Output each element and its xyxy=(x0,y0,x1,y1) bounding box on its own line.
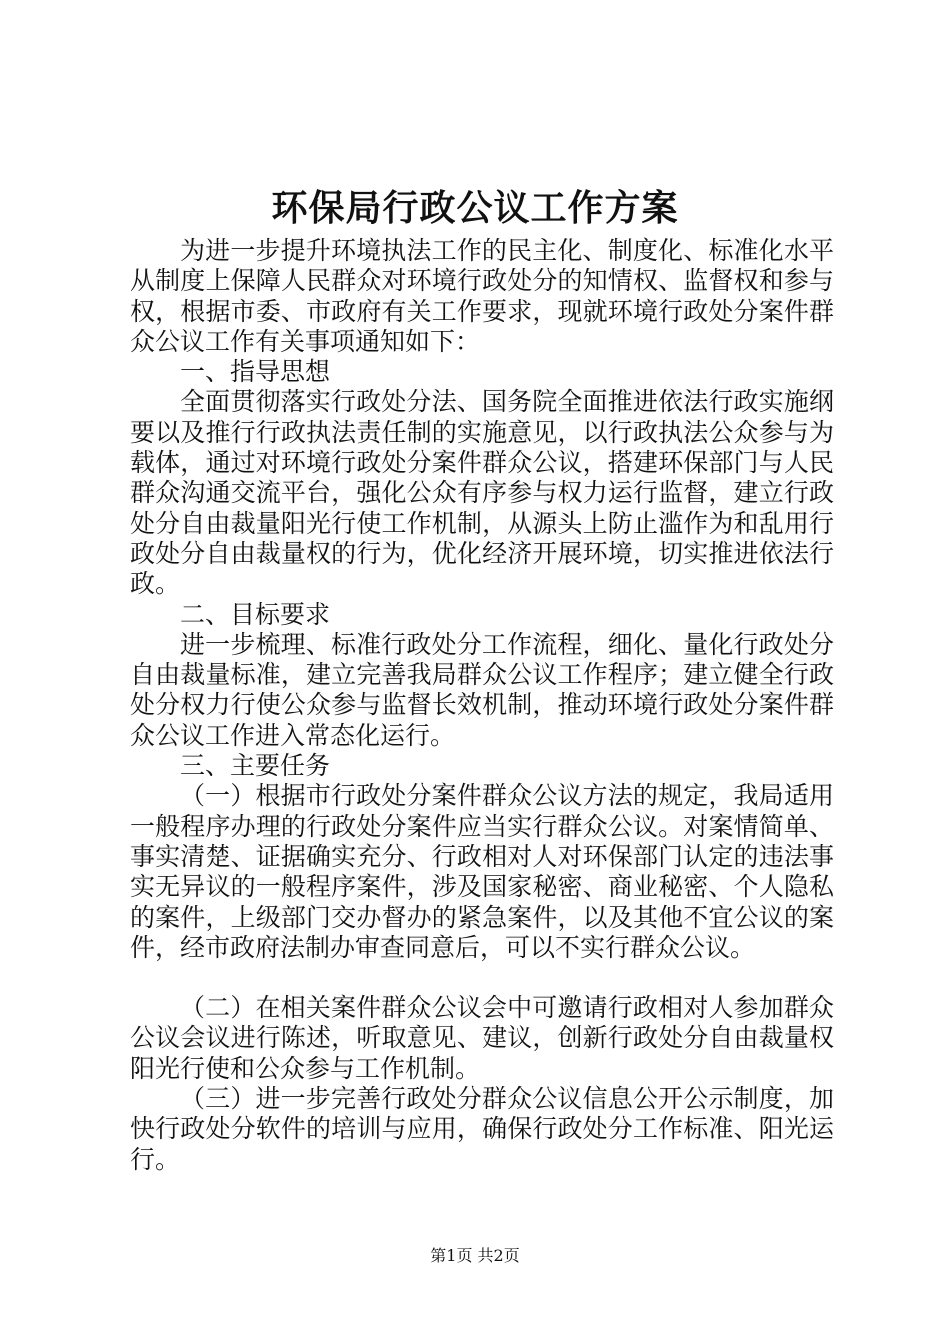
section-heading-goals: 二、目标要求 xyxy=(180,599,331,629)
section-heading-main-tasks: 三、主要任务 xyxy=(180,751,331,781)
intro-paragraph: 为进一步提升环境执法工作的民主化、制度化、标准化水平从制度上保障人民群众对环境行政处分的知情权、监督权和参与权，根据市委、市政府有关工作要求，现就环境行政处分案件群众公议工作有关事项通知如下： xyxy=(130,236,834,356)
page-number-footer: 第1页 共2页 xyxy=(430,1246,520,1265)
task-two-paragraph: （二）在相关案件群众公议会中可邀请行政相对人参加群众公议会议进行陈述，听取意见、建议，创新行政处分自由裁量权阳光行使和公众参与工作机制。 xyxy=(130,993,834,1083)
document-body xyxy=(130,236,834,1175)
goals-paragraph: 进一步梳理、标准行政处分工作流程，细化、量化行政处分自由裁量标准，建立完善我局群众公议工作程序；建立健全行政处分权力行使公众参与监督长效机制，推动环境行政处分案件群众公议工作进入常态化运行。 xyxy=(130,629,834,750)
document-title: 环保局行政公议工作方案 xyxy=(271,187,679,229)
task-three-paragraph: （三）进一步完善行政处分群众公议信息公开公示制度，加快行政处分软件的培训与应用，确保行政处分工作标准、阳光运行。 xyxy=(130,1084,834,1174)
guiding-ideology-paragraph: 全面贯彻落实行政处分法、国务院全面推进依法行政实施纲要以及推行行政执法责任制的实施意见，以行政执法公众参与为载体，通过对环境行政处分案件群众公议，搭建环保部门与人民群众沟通交流平台，强化公众有序参与权力运行监督，建立行政处分自由裁量阳光行使工作机制，从源头上防止滥作为和乱用行政处分自由裁量权的行为，优化经济开展环境，切实推进依法行政。 xyxy=(130,387,834,599)
section-heading-guiding-ideology: 一、指导思想 xyxy=(180,357,331,387)
task-one-paragraph: （一）根据市行政处分案件群众公议方法的规定，我局适用一般程序办理的行政处分案件应当实行群众公议。对案情简单、事实清楚、证据确实充分、行政相对人对环保部门认定的违法事实无异议的一般程序案件，涉及国家秘密、商业秘密、个人隐私的案件，上级部门交办督办的紧急案件，以及其他不宜公议的案件，经市政府法制办审查同意后，可以不实行群众公议。 xyxy=(130,781,834,962)
